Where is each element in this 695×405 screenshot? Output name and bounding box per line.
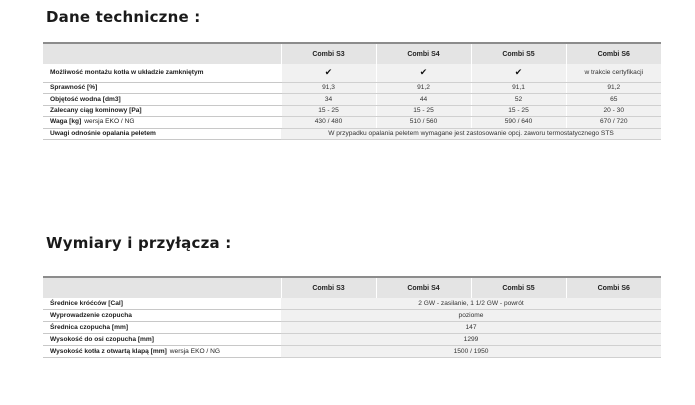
- table-cell: 91,2: [376, 83, 471, 94]
- row-label-chimney-draft: Zalecany ciąg kominowy [Pa]: [43, 105, 281, 116]
- table-row: [43, 298, 661, 310]
- dimensions-table: [43, 276, 661, 358]
- row-label-water-volume: Objętość wodna [dm3]: [43, 94, 281, 105]
- column-header-combi-s5: Combi S5: [471, 277, 566, 298]
- table-row: [43, 128, 661, 139]
- table-cell: 91,3: [281, 83, 376, 94]
- table-cell: 91,2: [566, 83, 661, 94]
- table-cell: 147: [281, 322, 661, 334]
- table-row: [43, 83, 661, 94]
- column-header-combi-s6: Combi S6: [566, 43, 661, 64]
- row-label-flue-diameter: Średnica czopucha [mm]: [43, 322, 281, 334]
- row-label-efficiency: Sprawność [%]: [43, 83, 281, 94]
- table-row: [43, 334, 661, 346]
- row-label-flue-outlet: Wyprowadzenie czopucha: [43, 310, 281, 322]
- technical-data-title: Dane techniczne :: [46, 8, 201, 26]
- table-row: [43, 94, 661, 105]
- column-header-combi-s4: Combi S4: [376, 43, 471, 64]
- table-row: [43, 105, 661, 116]
- table-cell: 15 - 25: [281, 105, 376, 116]
- column-header-combi-s6: Combi S6: [566, 277, 661, 298]
- header-blank-cell: [43, 43, 281, 64]
- row-label-boiler-height: Wysokość kotła z otwartą klapą [mm] wersja EKO / NG: [43, 346, 281, 358]
- table-row: [43, 322, 661, 334]
- table-cell: 2 GW - zasilanie, 1 1/2 GW - powrót: [281, 298, 661, 310]
- pellet-note-cell: W przypadku opalania peletem wymagane jest zastosowanie opcj. zaworu termostatycznego STS: [281, 128, 661, 139]
- row-label-weight-variant: wersja EKO / NG: [84, 118, 135, 126]
- column-header-combi-s3: Combi S3: [281, 43, 376, 64]
- certification-status-cell: w trakcie certyfikacji: [566, 64, 661, 83]
- table-cell: 34: [281, 94, 376, 105]
- table-row: [43, 117, 661, 128]
- check-icon: ✔: [376, 64, 471, 83]
- header-blank-cell: [43, 277, 281, 298]
- table-cell: 65: [566, 94, 661, 105]
- column-header-combi-s5: Combi S5: [471, 43, 566, 64]
- table-cell: 52: [471, 94, 566, 105]
- table-row: [43, 346, 661, 358]
- table-cell: 1500 / 1950: [281, 346, 661, 358]
- table-cell: 1299: [281, 334, 661, 346]
- check-icon: ✔: [281, 64, 376, 83]
- table-cell: 670 / 720: [566, 117, 661, 128]
- row-label-pipe-diameter: Średnice króćców [Cal]: [43, 298, 281, 310]
- table-cell: 20 - 30: [566, 105, 661, 116]
- dimensions-title: Wymiary i przyłącza :: [46, 234, 232, 252]
- technical-data-table: [43, 42, 661, 140]
- row-label-pellet-notes: Uwagi odnośnie opalania peletem: [43, 128, 281, 139]
- table-header-row: [43, 277, 661, 298]
- table-cell: 15 - 25: [376, 105, 471, 116]
- table-cell: 91,1: [471, 83, 566, 94]
- row-label-weight: Waga [kg] wersja EKO / NG: [43, 117, 281, 128]
- row-label-flue-axis-height: Wysokość do osi czopucha [mm]: [43, 334, 281, 346]
- table-header-row: [43, 43, 661, 64]
- table-row: [43, 310, 661, 322]
- table-cell: 430 / 480: [281, 117, 376, 128]
- table-cell: 44: [376, 94, 471, 105]
- check-icon: ✔: [471, 64, 566, 83]
- column-header-combi-s3: Combi S3: [281, 277, 376, 298]
- column-header-combi-s4: Combi S4: [376, 277, 471, 298]
- table-cell: poziome: [281, 310, 661, 322]
- table-cell: 15 - 25: [471, 105, 566, 116]
- table-row: [43, 64, 661, 83]
- row-label-boiler-height-variant: wersja EKO / NG: [169, 348, 220, 355]
- table-cell: 510 / 560: [376, 117, 471, 128]
- row-label-closed-system: Możliwość montażu kotła w układzie zamkniętym: [43, 64, 281, 83]
- table-cell: 590 / 640: [471, 117, 566, 128]
